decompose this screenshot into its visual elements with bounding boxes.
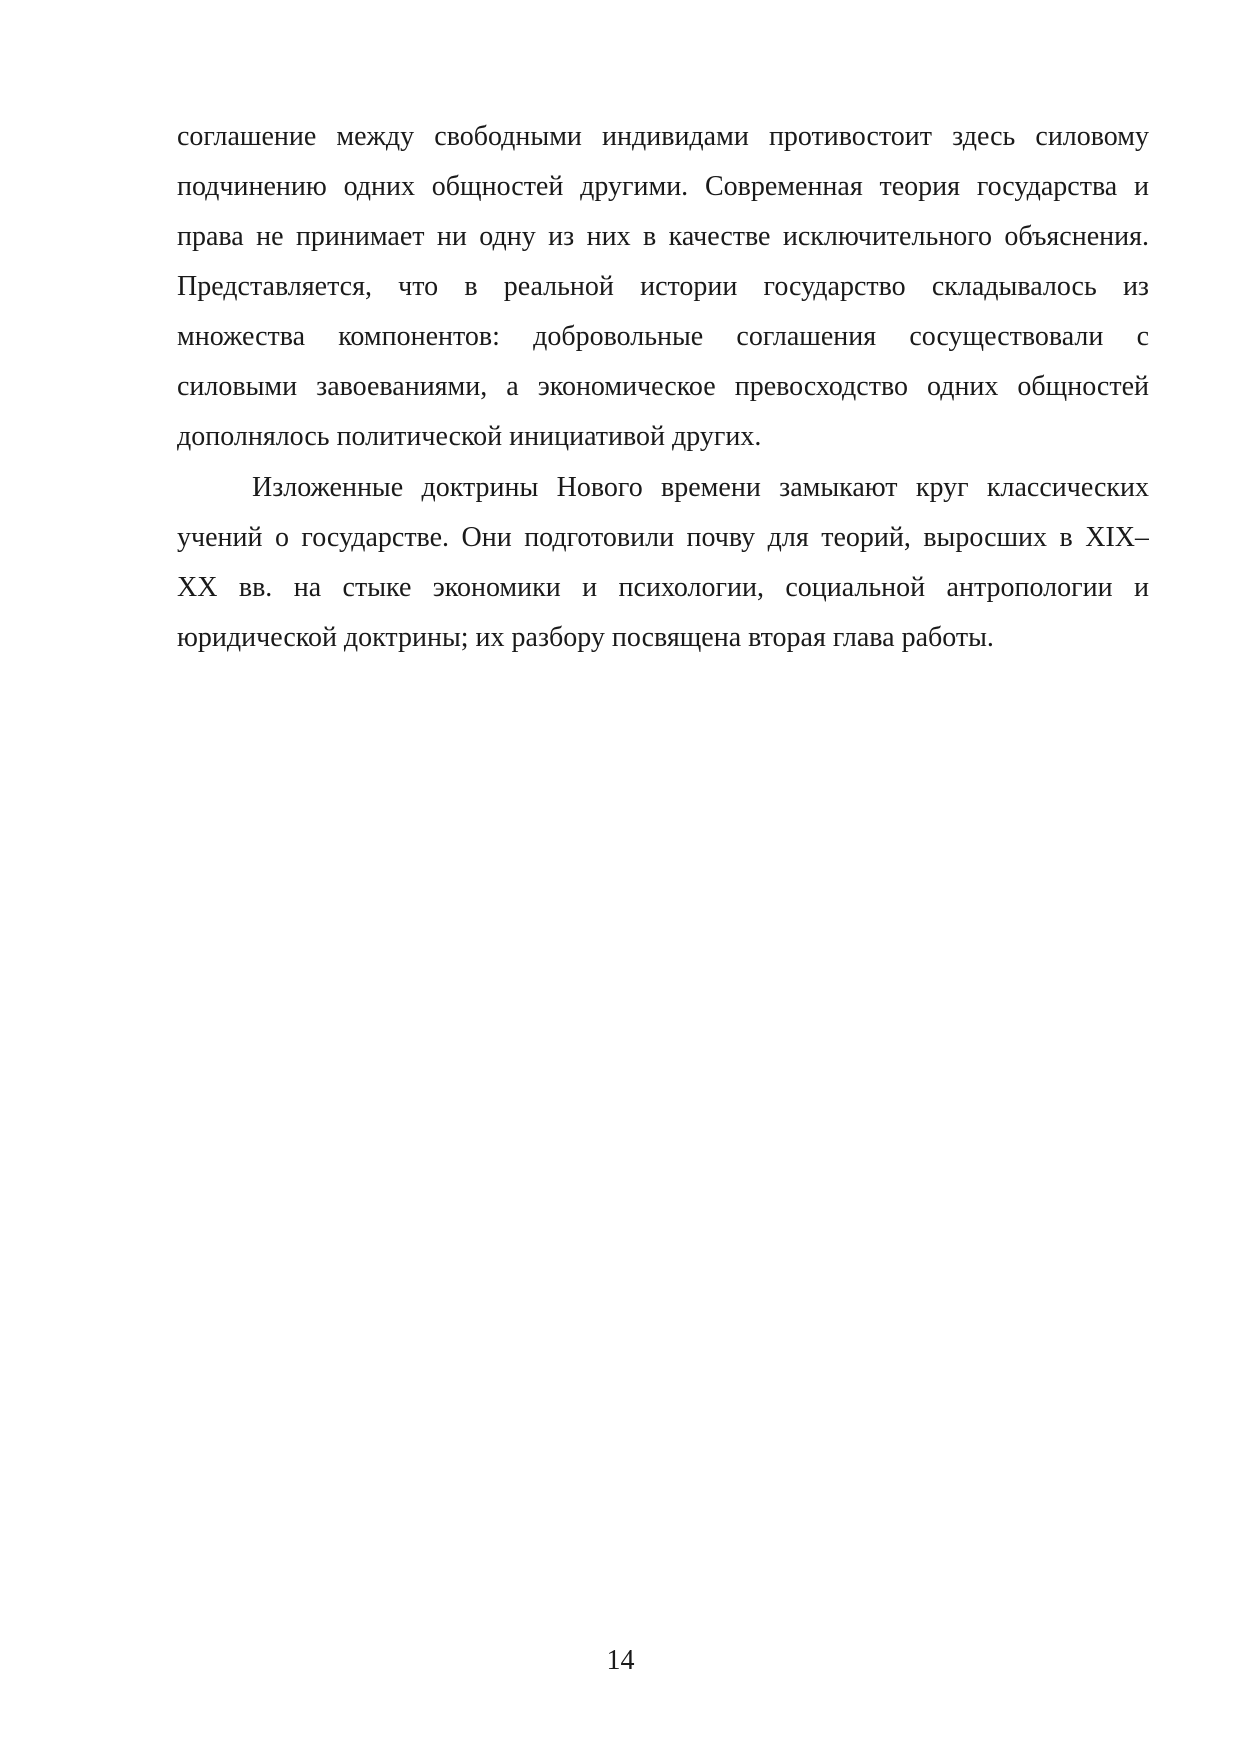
text-line: подчинению одних общностей другими. Современная теория государства и <box>177 171 1149 202</box>
text-line: соглашение между свободными индивидами противостоит здесь силовому <box>177 121 1149 152</box>
text-line: дополнялось политической инициативой других. <box>177 421 762 452</box>
text-line: множества компонентов: добровольные соглашения сосуществовали с <box>177 321 1149 352</box>
text-line: Изложенные доктрины Нового времени замыкают круг классических <box>252 472 1149 503</box>
text-line: XX вв. на стыке экономики и психологии, социальной антропологии и <box>177 572 1149 603</box>
page-number: 14 <box>606 1645 635 1676</box>
text-line: Представляется, что в реальной истории государство складывалось из <box>177 271 1149 302</box>
text-line: учений о государстве. Они подготовили почву для теорий, выросших в XIX– <box>177 522 1149 553</box>
text-line: силовыми завоеваниями, а экономическое превосходство одних общностей <box>177 371 1149 402</box>
text-line: юридической доктрины; их разбору посвящена вторая глава работы. <box>177 622 994 653</box>
text-line: права не принимает ни одну из них в качестве исключительного объяснения. <box>177 221 1149 252</box>
